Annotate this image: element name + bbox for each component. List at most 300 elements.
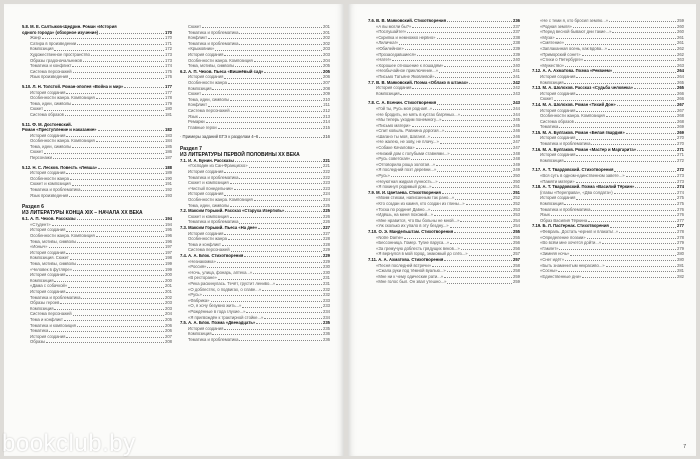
toc-leader-dots bbox=[439, 72, 512, 73]
toc-entry-page: 194 bbox=[165, 221, 172, 227]
toc-leader-dots bbox=[444, 66, 512, 67]
toc-leader-dots bbox=[613, 72, 676, 73]
toc-leader-dots bbox=[230, 183, 322, 184]
toc-leader-dots bbox=[212, 334, 322, 335]
toc-entry-page: 238 bbox=[513, 40, 520, 46]
toc-entry-page: 200 bbox=[165, 277, 172, 283]
toc-leader-dots bbox=[466, 204, 512, 205]
toc-entry-page: 226 bbox=[323, 213, 330, 219]
toc-entry-page: 275 bbox=[677, 201, 684, 206]
toc-entry-title: Композиция bbox=[30, 305, 54, 311]
toc-leader-dots bbox=[224, 329, 322, 330]
toc-entry-title: «Незнакомка» bbox=[188, 258, 216, 264]
toc-entry-page: 176 bbox=[165, 74, 172, 80]
toc-entry-title: «Не с теми я, кто бросил землю...» bbox=[540, 18, 609, 23]
toc-leader-dots bbox=[436, 165, 512, 166]
toc-entry-page: 268 bbox=[677, 113, 684, 119]
toc-leader-dots bbox=[53, 158, 164, 159]
toc-leader-dots bbox=[66, 173, 164, 174]
toc-entry-title: «Определение поэзии» bbox=[540, 234, 586, 240]
toc-entry-title: «А вы могли бы?» bbox=[376, 23, 412, 29]
toc-entry-page: 171 bbox=[165, 40, 172, 46]
toc-entry-title: Жанр bbox=[30, 35, 41, 41]
toc-entry-title: «Русь» bbox=[188, 292, 202, 298]
toc-entry-page: 266 bbox=[677, 96, 684, 102]
toc-entry-page: 201 bbox=[165, 288, 172, 294]
section-7-label: Раздел 7 bbox=[180, 145, 202, 152]
toc-entry-title: «Дама с собачкой» bbox=[30, 283, 68, 289]
toc-leader-dots bbox=[432, 187, 512, 188]
toc-entry-page: 271 bbox=[677, 146, 684, 152]
toc-entry-page: 206 bbox=[165, 322, 172, 328]
toc-leader-dots bbox=[203, 295, 322, 296]
toc-entry-page: 178 bbox=[165, 95, 172, 101]
toc-leader-dots bbox=[224, 195, 322, 196]
toc-leader-dots bbox=[439, 182, 512, 183]
toc-entry-page: 194 bbox=[165, 216, 172, 222]
toc-entry-page: 202 bbox=[323, 35, 330, 41]
toc-entry-page: 209 bbox=[323, 91, 330, 97]
toc-entry-title: 7.14. М. А. Шолохов. Роман «Тихий Дон» bbox=[532, 101, 616, 107]
right-column-1 bbox=[368, 18, 520, 285]
toc-entry-title: 5.11. Ф. М. Достоевский. bbox=[22, 121, 72, 127]
toc-leader-dots bbox=[556, 38, 676, 39]
toc-leader-dots bbox=[249, 167, 322, 168]
toc-entry-title: Тематика и проблематика bbox=[188, 29, 239, 35]
right-page bbox=[348, 4, 696, 456]
toc-leader-dots bbox=[635, 187, 676, 188]
toc-entry-page: 191 bbox=[165, 181, 172, 187]
toc-entry-title: 7.1. И. А. Бунин. Рассказы bbox=[180, 157, 234, 163]
toc-entry-title: «Моим стихам, написанным так рано...» bbox=[376, 195, 455, 201]
toc-leader-dots bbox=[224, 55, 322, 56]
toc-entry-title: «Уж сколько их упало в эту бездну...» bbox=[376, 223, 449, 229]
toc-leader-dots bbox=[461, 249, 512, 250]
toc-entry-page: 193 bbox=[165, 192, 172, 198]
toc-leader-dots bbox=[434, 215, 512, 216]
toc-leader-dots bbox=[77, 264, 164, 265]
toc-entry-title: «Шаганэ ты моя, Шаганэ!..» bbox=[376, 133, 430, 139]
toc-entry-page: 208 bbox=[323, 85, 330, 91]
toc-leader-dots bbox=[98, 168, 164, 169]
toc-leader-dots bbox=[72, 104, 164, 105]
toc-entry-page: 205 bbox=[165, 316, 172, 322]
toc-entry-title: «Мне голос был. Он звал утешно...» bbox=[376, 279, 447, 285]
toc-entry-page: 229 bbox=[323, 247, 330, 253]
toc-entry-title: История создания bbox=[30, 288, 66, 294]
toc-entry-title: «Письмо Татьяне Яковлевой» bbox=[376, 73, 435, 79]
toc-entry-title: Главные герои bbox=[188, 124, 217, 130]
toc-entry-page: 265 bbox=[677, 85, 684, 91]
toc-entry-page: 258 bbox=[513, 262, 520, 268]
toc-entry-title: Композиция. Сюжет bbox=[30, 255, 69, 261]
toc-leader-dots bbox=[235, 66, 322, 67]
toc-entry-title: Система персонажей bbox=[30, 311, 72, 317]
toc-leader-dots bbox=[614, 193, 676, 194]
toc-entry-page: 246 bbox=[513, 128, 520, 134]
toc-leader-dots bbox=[235, 161, 322, 162]
toc-entry-title: Система персонажей bbox=[30, 68, 72, 74]
toc-leader-dots bbox=[231, 251, 322, 252]
toc-entry-title: Язык bbox=[540, 212, 550, 218]
toc-leader-dots bbox=[72, 66, 164, 67]
toc-entry-title: 7.16. М. А. Булгаков. Роман «Мастер и Маргарита» bbox=[532, 146, 637, 152]
toc-entry-title: «Перед весной бывают дни такие...» bbox=[540, 29, 612, 35]
toc-entry-page: 195 bbox=[165, 227, 172, 233]
toc-leader-dots bbox=[66, 231, 164, 232]
toc-entry-title: Композиция bbox=[188, 85, 212, 91]
toc-leader-dots bbox=[576, 111, 676, 112]
toc-entry bbox=[180, 337, 330, 343]
toc-leader-dots bbox=[69, 196, 164, 197]
toc-entry-page: 282 bbox=[677, 273, 684, 279]
toc-entry-title: Особенности жанра. Композиция bbox=[188, 57, 253, 63]
toc-entry-title: «Февраль. Достать чернил и плакать!..» bbox=[540, 228, 619, 234]
toc-block-rc2 bbox=[532, 18, 684, 279]
toc-entry-page: 260 bbox=[677, 29, 684, 35]
toc-leader-dots bbox=[222, 245, 322, 246]
toc-entry-title: История создания bbox=[30, 227, 66, 233]
section-6-title: ИЗ ЛИТЕРАТУРЫ КОНЦА XIX – НАЧАЛА XX ВЕКА bbox=[22, 210, 143, 217]
toc-entry-title: 5.10. Л. Н. Толстой. Роман-эпопея «Война и мир» bbox=[22, 83, 124, 89]
toc-leader-dots bbox=[454, 232, 512, 233]
toc-entry-page: 211 bbox=[323, 102, 330, 108]
toc-leader-dots bbox=[77, 219, 164, 220]
toc-leader-dots bbox=[573, 27, 676, 28]
toc-leader-dots bbox=[450, 243, 512, 244]
toc-entry-title: «Россия» bbox=[188, 264, 207, 270]
toc-entry-page: 246 bbox=[513, 133, 520, 139]
toc-leader-dots bbox=[554, 100, 676, 101]
toc-entry-page: 244 bbox=[513, 111, 520, 117]
toc-leader-dots bbox=[591, 144, 676, 145]
toc-entry-page: 261 bbox=[677, 34, 684, 40]
toc-leader-dots bbox=[445, 131, 512, 132]
toc-entry-title: «Юбилейное» bbox=[376, 45, 404, 51]
toc-entry-page: 170 bbox=[165, 29, 172, 35]
toc-leader-dots bbox=[44, 153, 164, 154]
toc-entry-title: Образ Василия Тёркина bbox=[540, 217, 588, 223]
toc-entry-title: Композиция bbox=[540, 157, 564, 163]
toc-entry-title: Сюжет и композиция bbox=[188, 213, 229, 219]
toc-leader-dots bbox=[437, 38, 513, 39]
toc-entry-page: 222 bbox=[323, 169, 330, 175]
toc-leader-dots bbox=[576, 199, 676, 200]
toc-entry-page: 224 bbox=[323, 191, 330, 197]
toc-entry-page: 214 bbox=[323, 119, 330, 125]
toc-entry-page: 274 bbox=[677, 189, 684, 195]
toc-entry-page: 236 bbox=[513, 18, 520, 23]
toc-entry-page: 241 bbox=[513, 68, 520, 74]
toc-entry-title: История создания bbox=[30, 333, 66, 339]
toc-entry-title: «Послушайте!» bbox=[376, 29, 407, 35]
toc-entry-page: 239 bbox=[513, 45, 520, 51]
toc-leader-dots bbox=[587, 238, 676, 239]
toc-entry-title: Сюжет bbox=[30, 149, 44, 155]
toc-entry-title: Особенности жанра bbox=[30, 175, 69, 181]
toc-entry-title: Персонажи bbox=[30, 155, 52, 161]
toc-leader-dots bbox=[81, 298, 164, 299]
toc-entry-title: 7.8. С. А. Есенин. Стихотворения bbox=[368, 100, 437, 106]
toc-entry-title: «Хорошее отношение к лошадям» bbox=[376, 62, 444, 68]
toc-entry-page: 241 bbox=[513, 73, 520, 79]
toc-entry-page: 196 bbox=[165, 233, 172, 238]
toc-entry-page: 186 bbox=[165, 149, 172, 155]
toc-entry-title: История создания bbox=[540, 107, 576, 113]
toc-entry-page: 265 bbox=[677, 79, 684, 85]
toc-leader-dots bbox=[72, 147, 164, 148]
toc-entry-title: Тематика и проблематика bbox=[188, 40, 239, 46]
toc-leader-dots bbox=[559, 249, 676, 250]
toc-entry-page: 199 bbox=[165, 260, 172, 266]
toc-entry-page: 183 bbox=[165, 132, 172, 138]
toc-entry-title: История создания bbox=[540, 152, 576, 158]
toc-leader-dots bbox=[609, 21, 676, 22]
toc-leader-dots bbox=[264, 318, 322, 319]
toc-leader-dots bbox=[435, 77, 512, 78]
toc-leader-dots bbox=[66, 337, 164, 338]
toc-entry-title: «За гремучую доблесть грядущих веков...» bbox=[376, 245, 460, 251]
toc-entry-page: 237 bbox=[513, 29, 520, 35]
toc-entry-title: «Кто создан из камня, кто создан из глины...» bbox=[376, 201, 465, 206]
toc-entry-page: 245 bbox=[513, 117, 520, 123]
toc-entry-page: 201 bbox=[165, 283, 172, 289]
toc-leader-dots bbox=[218, 128, 322, 129]
toc-entry-title: «Зимняя ночь» bbox=[540, 251, 570, 257]
toc-entry-title: Роман «Преступление и наказание» bbox=[22, 127, 97, 133]
toc-leader-dots bbox=[570, 255, 676, 256]
section-7-title: ИЗ ЛИТЕРАТУРЫ ПЕРВОЙ ПОЛОВИНЫ XX ВЕКА bbox=[180, 151, 300, 158]
toc-entry-title: 7.19. Б. Л. Пастернак. Стихотворения bbox=[532, 223, 609, 229]
toc-leader-dots bbox=[215, 50, 322, 51]
toc-leader-dots bbox=[66, 292, 164, 293]
toc-entry-page: 190 bbox=[165, 175, 172, 181]
toc-entry-title: Образы героев bbox=[30, 300, 60, 306]
toc-entry-title: «Стихи о Петербурге» bbox=[540, 57, 584, 63]
toc-entry-page: 249 bbox=[513, 161, 520, 167]
toc-entry-title: Тема, идеи, символы bbox=[188, 202, 230, 208]
toc-entry-title: «Приморский сонет» bbox=[540, 51, 581, 57]
toc-leader-dots bbox=[602, 243, 676, 244]
toc-leader-dots bbox=[262, 290, 322, 291]
toc-entry bbox=[22, 339, 172, 345]
toc-leader-dots bbox=[551, 215, 676, 216]
toc-leader-dots bbox=[608, 49, 676, 50]
toc-leader-dots bbox=[217, 262, 322, 263]
toc-leader-dots bbox=[259, 137, 322, 138]
toc-entry-page: 270 bbox=[677, 141, 684, 147]
toc-leader-dots bbox=[276, 284, 322, 285]
toc-entry-page: 273 bbox=[677, 173, 684, 179]
toc-entry-page: 261 bbox=[677, 40, 684, 46]
toc-entry-title: «Я покинул родимый дом...» bbox=[376, 184, 432, 190]
toc-entry-title: 7.18. А. Т. Твардовский. Поэма «Василий Тёркин» bbox=[532, 184, 635, 190]
toc-entry-page: 222 bbox=[323, 174, 330, 180]
toc-leader-dots bbox=[399, 44, 512, 45]
toc-leader-dots bbox=[606, 266, 676, 267]
toc-entry-page: 259 bbox=[677, 18, 684, 23]
toc-entry-page: 200 bbox=[165, 272, 172, 278]
toc-entry-page: 258 bbox=[513, 268, 520, 274]
toc-leader-dots bbox=[564, 83, 676, 84]
toc-entry-title: История создания bbox=[376, 85, 412, 91]
right-column-2 bbox=[532, 18, 684, 279]
toc-entry-page: 253 bbox=[513, 212, 520, 218]
toc-leader-dots bbox=[440, 143, 512, 144]
toc-leader-dots bbox=[431, 210, 512, 211]
toc-entry-title: «Крыжовник» bbox=[188, 46, 215, 52]
toc-entry-page: 234 bbox=[323, 308, 330, 314]
toc-entry-title: Образы bbox=[30, 339, 46, 345]
toc-leader-dots bbox=[412, 27, 512, 28]
toc-entry-title: Тематика bbox=[540, 124, 559, 130]
toc-leader-dots bbox=[52, 225, 164, 226]
toc-leader-dots bbox=[576, 77, 676, 78]
toc-entry-page: 175 bbox=[165, 68, 172, 74]
toc-entry-page: 201 bbox=[323, 29, 330, 35]
toc-entry-page: 280 bbox=[677, 256, 684, 262]
toc-entry-title: Особенности жанра. Композиция bbox=[30, 233, 95, 238]
toc-entry-title: «Скрипка и немножко нервно» bbox=[376, 34, 436, 40]
toc-entry-title: Композиция bbox=[540, 201, 564, 206]
toc-block-lc2a bbox=[180, 24, 330, 140]
toc-entry-page: 203 bbox=[165, 300, 172, 306]
toc-leader-dots bbox=[442, 193, 512, 194]
toc-entry-title: «Мне нравится, что Вы больны не мной...» bbox=[376, 217, 460, 223]
toc-entry-page: 236 bbox=[323, 331, 330, 337]
toc-entry-page: 269 bbox=[677, 129, 684, 135]
toc-leader-dots bbox=[576, 182, 676, 183]
toc-entry-page: 272 bbox=[677, 157, 684, 163]
toc-entry-page: 187 bbox=[165, 155, 172, 161]
toc-entry-title: Тематика и проблематика bbox=[30, 187, 81, 193]
toc-entry-title: 6.1. А. П. Чехов. Рассказы bbox=[22, 216, 76, 222]
toc-entry-title: «Гамлет» bbox=[540, 245, 559, 251]
toc-entry-page: 177 bbox=[165, 83, 172, 89]
toc-entry-title: История создания bbox=[30, 89, 66, 95]
toc-entry-page: 203 bbox=[323, 51, 330, 57]
toc-entry-page: 224 bbox=[323, 197, 330, 203]
toc-entry-page: 274 bbox=[677, 184, 684, 190]
toc-entry-page: 279 bbox=[677, 245, 684, 251]
toc-entry-page: 199 bbox=[165, 266, 172, 272]
toc-entry-title: Тема, мотивы, символы bbox=[188, 63, 235, 69]
toc-entry-page: 262 bbox=[677, 51, 684, 57]
toc-entry-title: «Я последний поэт деревни...» bbox=[376, 167, 437, 173]
toc-entry-page: 216 bbox=[323, 134, 330, 140]
toc-entry-page: 207 bbox=[323, 79, 330, 85]
toc-leader-dots bbox=[626, 176, 676, 177]
toc-entry-title: 7.17. А. Т. Твардовский. Стихотворения bbox=[532, 167, 614, 173]
toc-entry-title: «Прозаседавшиеся» bbox=[376, 51, 417, 57]
toc-entry-title: «Лиличка!» bbox=[376, 40, 399, 46]
toc-entry-page: 240 bbox=[513, 62, 520, 68]
toc-entry-page: 263 bbox=[677, 57, 684, 63]
toc-entry-title: 7.12. А. А. Ахматова. Поэма «Реквием» bbox=[532, 68, 613, 74]
toc-entry-title: «Спит ковыль. Равнина дорогая...» bbox=[376, 128, 445, 134]
toc-entry-page: 203 bbox=[165, 305, 172, 311]
toc-entry-page: 228 bbox=[323, 236, 330, 242]
toc-entry-page: 254 bbox=[513, 223, 520, 229]
toc-entry-title: История создания bbox=[188, 325, 224, 331]
toc-entry-page: 231 bbox=[323, 275, 330, 281]
toc-entry-title: «Идёшь, на меня похожий...» bbox=[376, 212, 433, 218]
toc-entry-title: 6.2. А. П. Чехов. Пьеса «Вишнёвый сад» bbox=[180, 68, 264, 74]
toc-entry-title: «Заплаканная осень, как вдова...» bbox=[540, 45, 607, 51]
toc-leader-dots bbox=[66, 253, 164, 254]
toc-entry-title: Сюжет bbox=[540, 96, 554, 102]
toc-entry-page: 237 bbox=[513, 23, 520, 29]
toc-entry-page: 210 bbox=[323, 96, 330, 102]
toc-leader-dots bbox=[591, 210, 676, 211]
toc-entry-page: 281 bbox=[677, 262, 684, 268]
toc-entry-title: «Необычайное приключение...» bbox=[376, 68, 439, 74]
toc-entry-title: «Человек в футляре» bbox=[30, 266, 73, 272]
toc-entry bbox=[532, 274, 684, 280]
toc-entry-page: 247 bbox=[513, 145, 520, 151]
toc-entry-page: 256 bbox=[513, 240, 520, 246]
toc-entry-page: 172 bbox=[165, 46, 172, 52]
toc-entry-title: «Чистый понедельник» bbox=[188, 185, 234, 191]
toc-leader-dots bbox=[455, 199, 512, 200]
toc-entry-page: 242 bbox=[513, 79, 520, 85]
toc-entry-title: Язык bbox=[188, 113, 198, 119]
toc-entry-page: 278 bbox=[677, 234, 684, 240]
toc-leader-dots bbox=[230, 100, 322, 101]
toc-leader-dots bbox=[565, 66, 676, 67]
toc-entry-title: «Сосны» bbox=[540, 268, 558, 274]
toc-entry-page: 232 bbox=[323, 286, 330, 292]
toc-leader-dots bbox=[559, 127, 676, 128]
toc-entry-page: 223 bbox=[323, 185, 330, 191]
toc-entry-title: «Муза» bbox=[540, 34, 555, 40]
toc-leader-dots bbox=[447, 271, 512, 272]
toc-leader-dots bbox=[256, 323, 322, 324]
toc-entry-title: Система образов bbox=[540, 118, 574, 124]
toc-leader-dots bbox=[239, 33, 322, 34]
toc-entry-page: 243 bbox=[513, 100, 520, 106]
toc-entry-page: 268 bbox=[677, 118, 684, 124]
toc-leader-dots bbox=[626, 133, 676, 134]
toc-entry-page: 227 bbox=[323, 225, 330, 230]
toc-entry-title: «Низкий дом с голубыми ставнями...» bbox=[376, 150, 450, 156]
toc-leader-dots bbox=[258, 228, 322, 229]
toc-block-lc2b bbox=[180, 158, 330, 343]
toc-entry-page: 221 bbox=[323, 157, 330, 163]
toc-entry-page: 251 bbox=[513, 184, 520, 190]
toc-leader-dots bbox=[264, 72, 322, 73]
toc-leader-dots bbox=[617, 105, 676, 106]
toc-entry-title: «Бессонница. Гомер. Тугие паруса...» bbox=[376, 240, 450, 246]
toc-leader-dots bbox=[239, 223, 322, 224]
toc-entry-page: 235 bbox=[323, 320, 330, 326]
toc-leader-dots bbox=[224, 172, 322, 173]
toc-leader-dots bbox=[239, 340, 322, 341]
toc-entry-title: 5.12. Н. С. Лесков. Повесть «Левша» bbox=[22, 164, 98, 170]
toc-entry-title: Композиция bbox=[540, 79, 564, 85]
toc-entry-title: «В ресторане» bbox=[188, 275, 217, 281]
toc-entry-title: одного города» (обзорное изучение) bbox=[22, 29, 99, 35]
toc-leader-dots bbox=[42, 38, 164, 39]
toc-leader-dots bbox=[558, 271, 676, 272]
toc-entry-title: 7.15. М. А. Булгаков. Роман «Белая гвардия» bbox=[532, 129, 625, 135]
toc-entry-title: «Песня последней встречи» bbox=[376, 262, 432, 268]
toc-entry-page: 179 bbox=[165, 100, 172, 106]
toc-leader-dots bbox=[70, 259, 164, 260]
toc-leader-dots bbox=[407, 32, 512, 33]
toc-leader-dots bbox=[96, 98, 164, 99]
toc-entry-title: Тематика и композиция bbox=[30, 322, 76, 328]
